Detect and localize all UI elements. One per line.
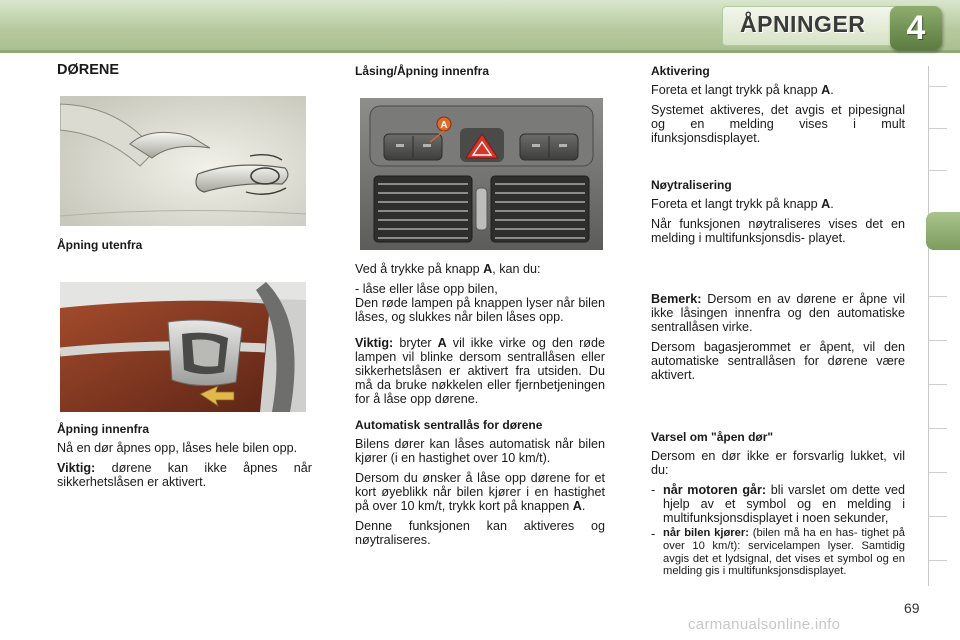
short-unlock-paragraph	[355, 471, 605, 513]
activation-block	[651, 64, 905, 151]
important-label: Viktig:	[57, 461, 96, 475]
door-warning-text: Dersom en dør ikke er forsvarlig lukket, vil du:	[651, 449, 905, 477]
note-label: Bemerk:	[651, 292, 702, 306]
intro-key-a: A	[483, 262, 493, 276]
neutral-key-a: A	[821, 197, 831, 211]
side-tab-5[interactable]	[929, 296, 947, 297]
activation-text-2: .	[830, 83, 834, 97]
inside-important-paragraph	[57, 461, 312, 489]
bullet-dash: -	[651, 483, 656, 497]
short-unlock-key-a: A	[572, 499, 582, 513]
middle-important-text-2: vil ikke virke og den røde lampen vil blinke dersom sentrallåsen eller sikkerhetslåsen er aktivert fra utsiden. Du må da bruke nøkkelen eller fjernbetjeningen for å låse opp dørene.	[355, 336, 605, 406]
warning-bullet-driving	[651, 527, 905, 578]
side-tab-11[interactable]	[929, 560, 947, 561]
function-activation-text: Denne funksjonen kan aktiveres og nøytraliseres.	[355, 519, 605, 547]
side-tab-9[interactable]	[929, 472, 947, 473]
bullet-driving-text	[663, 527, 905, 578]
red-lamp-text: Den røde lampen på knappen lyser når bilen låses, og slukkes når bilen låses opp.	[355, 296, 605, 324]
short-unlock-text-2: .	[581, 499, 586, 513]
short-unlock-text-1: Dersom du ønsker å låse opp dørene for et kort øyeblikk når bilen kjører i en hastighet på over 10 km/t, trykk kort på knappen	[355, 471, 605, 513]
side-tab-7[interactable]	[929, 384, 947, 385]
bullet-dash: -	[651, 527, 656, 541]
neutralization-title: Nøytralisering	[651, 178, 732, 192]
middle-important-key-a: A	[437, 336, 447, 350]
bullet-driving-body: (bilen må ha en has- tighet på over 10 km/t): servicelampen lyser. Samtidig avgis det et lydsignal, det vises et symbol og en melding gis i multifunksjonsdisplayet.	[663, 527, 906, 578]
inside-opening-block	[57, 422, 312, 495]
side-tab-rail	[928, 66, 951, 586]
inside-handle-illustration	[60, 282, 306, 412]
outside-handle-illustration	[60, 96, 306, 226]
header-stripe	[0, 50, 960, 53]
caption-outside	[57, 238, 312, 257]
bullet-engine-body: bli varslet om dette ved hjelp av et symbol og en melding i multifunksjonsdisplayet i noen sekunder,	[663, 483, 906, 525]
inside-opening-title: Åpning innenfra	[57, 422, 149, 436]
watermark: carmanualsonline.info	[688, 616, 841, 633]
activation-instruction	[651, 83, 905, 97]
side-tab-8[interactable]	[929, 428, 947, 429]
auto-lock-title: Automatisk sentrallås for dørene	[355, 418, 543, 432]
note-text: Dersom en av dørene er åpne vil ikke låsingen innenfra og den automatiske sentrallåsen virke.	[651, 292, 905, 334]
section-title-doors: DØRENE	[57, 62, 120, 78]
side-tab-1[interactable]	[929, 86, 947, 87]
intro-text-2: , kan du:	[492, 262, 541, 276]
intro-text-1: Ved å trykke på knapp	[355, 262, 484, 276]
page-title: ÅPNINGER	[740, 11, 866, 37]
bullet-lock-unlock: - låse eller låse opp bilen,	[355, 282, 498, 296]
side-tab-10[interactable]	[929, 516, 947, 517]
neutral-text-1: Foreta et langt trykk på knapp	[651, 197, 822, 211]
intro-paragraph	[355, 262, 605, 276]
chapter-number: 4	[906, 9, 926, 47]
neutral-text-2: .	[830, 197, 834, 211]
side-tab-3[interactable]	[929, 170, 947, 171]
neutralization-block	[651, 178, 905, 251]
activation-description: Systemet aktiveres, det avgis et pipesignal og en melding vises i mult ifunksjonsdisplayet.	[651, 103, 905, 145]
bullet-engine-text	[663, 483, 905, 525]
auto-lock-text: Bilens dører kan låses automatisk når bilen kjører (i en hastighet over 10 km/t).	[355, 437, 605, 465]
lock-unlock-title: Låsing/Åpning innenfra	[355, 64, 489, 78]
side-tab-active-chapter-4[interactable]	[926, 212, 960, 250]
note-block	[651, 292, 905, 388]
side-tab-6[interactable]	[929, 340, 947, 341]
caption-outside-text: Åpning utenfra	[57, 238, 143, 252]
activation-key-a: A	[821, 83, 831, 97]
neutralization-instruction	[651, 197, 905, 211]
page-number: 69	[904, 600, 920, 616]
dashboard-console-illustration	[360, 98, 603, 250]
button-a-marker: A	[440, 120, 448, 131]
bullet-driving-label: når bilen kjører:	[663, 527, 749, 539]
neutralization-description: Når funksjonen nøytraliseres vises det en melding i multifunksjonsdis- playet.	[651, 217, 905, 245]
side-tab-2[interactable]	[929, 128, 947, 129]
activation-text-1: Foreta et langt trykk på knapp	[651, 83, 822, 97]
door-warning-title: Varsel om "åpen dør"	[651, 430, 774, 444]
warning-bullet-engine-running	[651, 483, 905, 525]
middle-body	[355, 262, 605, 553]
middle-important-text-1: bryter	[393, 336, 438, 350]
middle-important-paragraph	[355, 336, 605, 406]
activation-title: Aktivering	[651, 64, 710, 78]
door-open-warning-block	[651, 430, 905, 580]
important-text: dørene kan ikke åpnes når sikkerhetslåsen er aktivert.	[57, 461, 312, 489]
inside-opening-text: Nå en dør åpnes opp, låses hele bilen opp.	[57, 441, 298, 455]
lock-title-block	[355, 64, 605, 83]
middle-important-label: Viktig:	[355, 336, 394, 350]
note-paragraph	[651, 292, 905, 334]
trunk-paragraph: Dersom bagasjerommet er åpent, vil den automatiske sentrallåsen for dørene være aktivert.	[651, 340, 905, 382]
bullet-engine-label: når motoren går:	[663, 483, 767, 497]
